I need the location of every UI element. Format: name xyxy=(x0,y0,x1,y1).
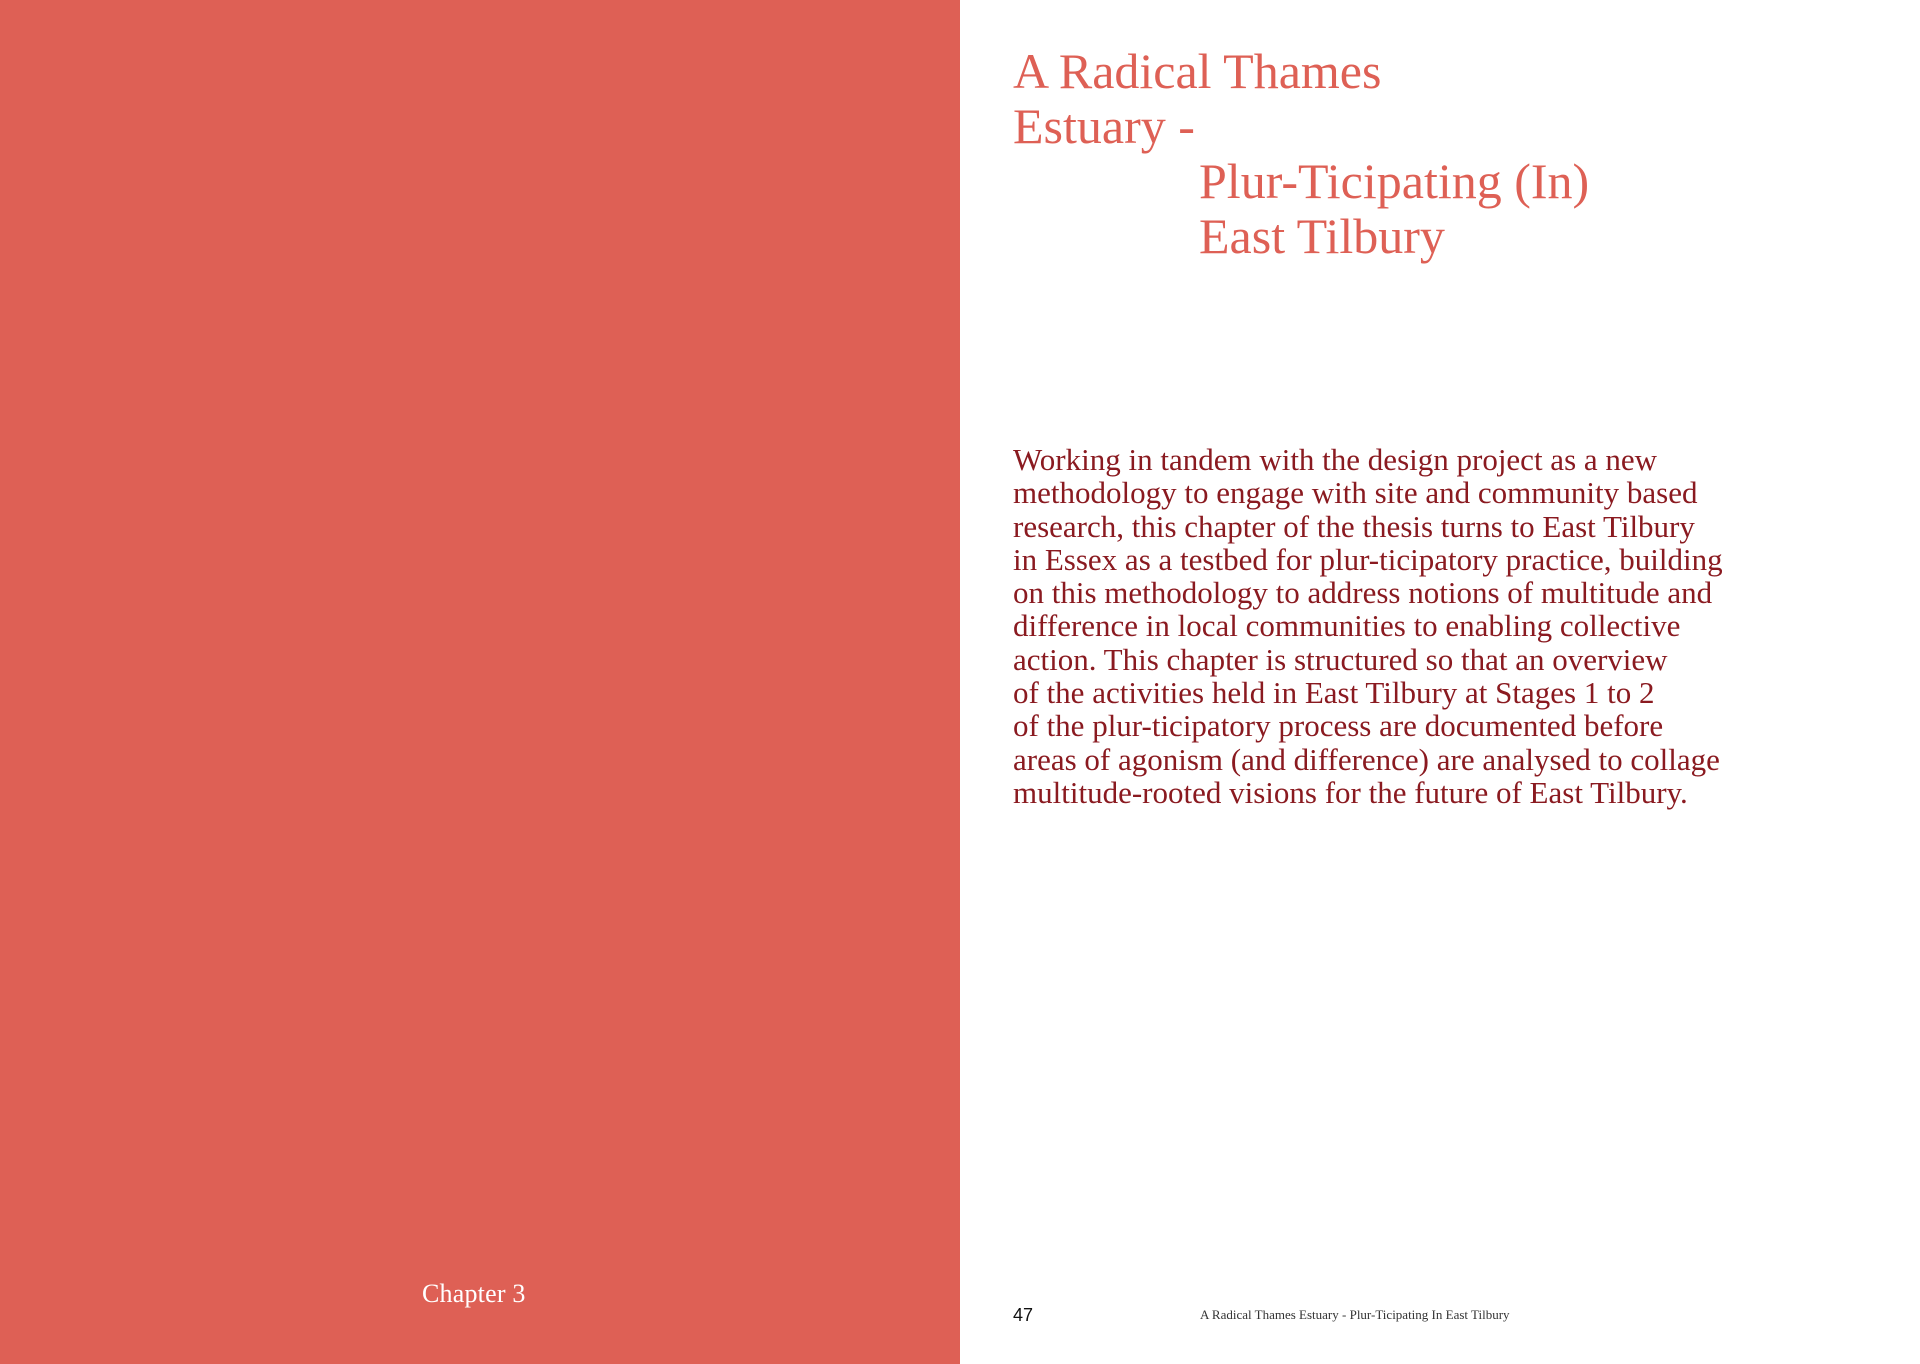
intro-line: action. This chapter is structured so that an overview xyxy=(1013,641,1668,677)
intro-line: areas of agonism (and difference) are analysed to collage xyxy=(1013,741,1720,777)
chapter-label: Chapter 3 xyxy=(422,1279,526,1308)
intro-line: in Essex as a testbed for plur-ticipatory practice, building xyxy=(1013,541,1723,577)
chapter-intro-paragraph xyxy=(1013,443,1873,809)
title-line: East Tilbury xyxy=(1199,208,1445,264)
intro-line: multitude-rooted visions for the future of East Tilbury. xyxy=(1013,774,1688,810)
title-line: Plur-Ticipating (In) xyxy=(1199,153,1590,209)
chapter-intro-page xyxy=(960,0,1920,1364)
intro-line: of the activities held in East Tilbury at Stages 1 to 2 xyxy=(1013,675,1655,711)
intro-line: on this methodology to address notions of multitude and xyxy=(1013,575,1713,611)
intro-line: methodology to engage with site and community based xyxy=(1013,475,1698,511)
page-number: 47 xyxy=(1013,1305,1034,1325)
intro-line: difference in local communities to enabling collective xyxy=(1013,608,1681,644)
intro-line: Working in tandem with the design project as a new xyxy=(1013,442,1658,477)
intro-line: research, this chapter of the thesis turns to East Tilbury xyxy=(1013,508,1695,544)
running-header: A Radical Thames Estuary - Plur-Ticipating In East Tilbury xyxy=(1200,1307,1510,1322)
intro-line: of the plur-ticipatory process are documented before xyxy=(1013,708,1664,744)
title-line: A Radical Thames xyxy=(1013,43,1382,99)
chapter-title xyxy=(1013,44,1589,264)
title-line: Estuary - xyxy=(1013,98,1195,154)
